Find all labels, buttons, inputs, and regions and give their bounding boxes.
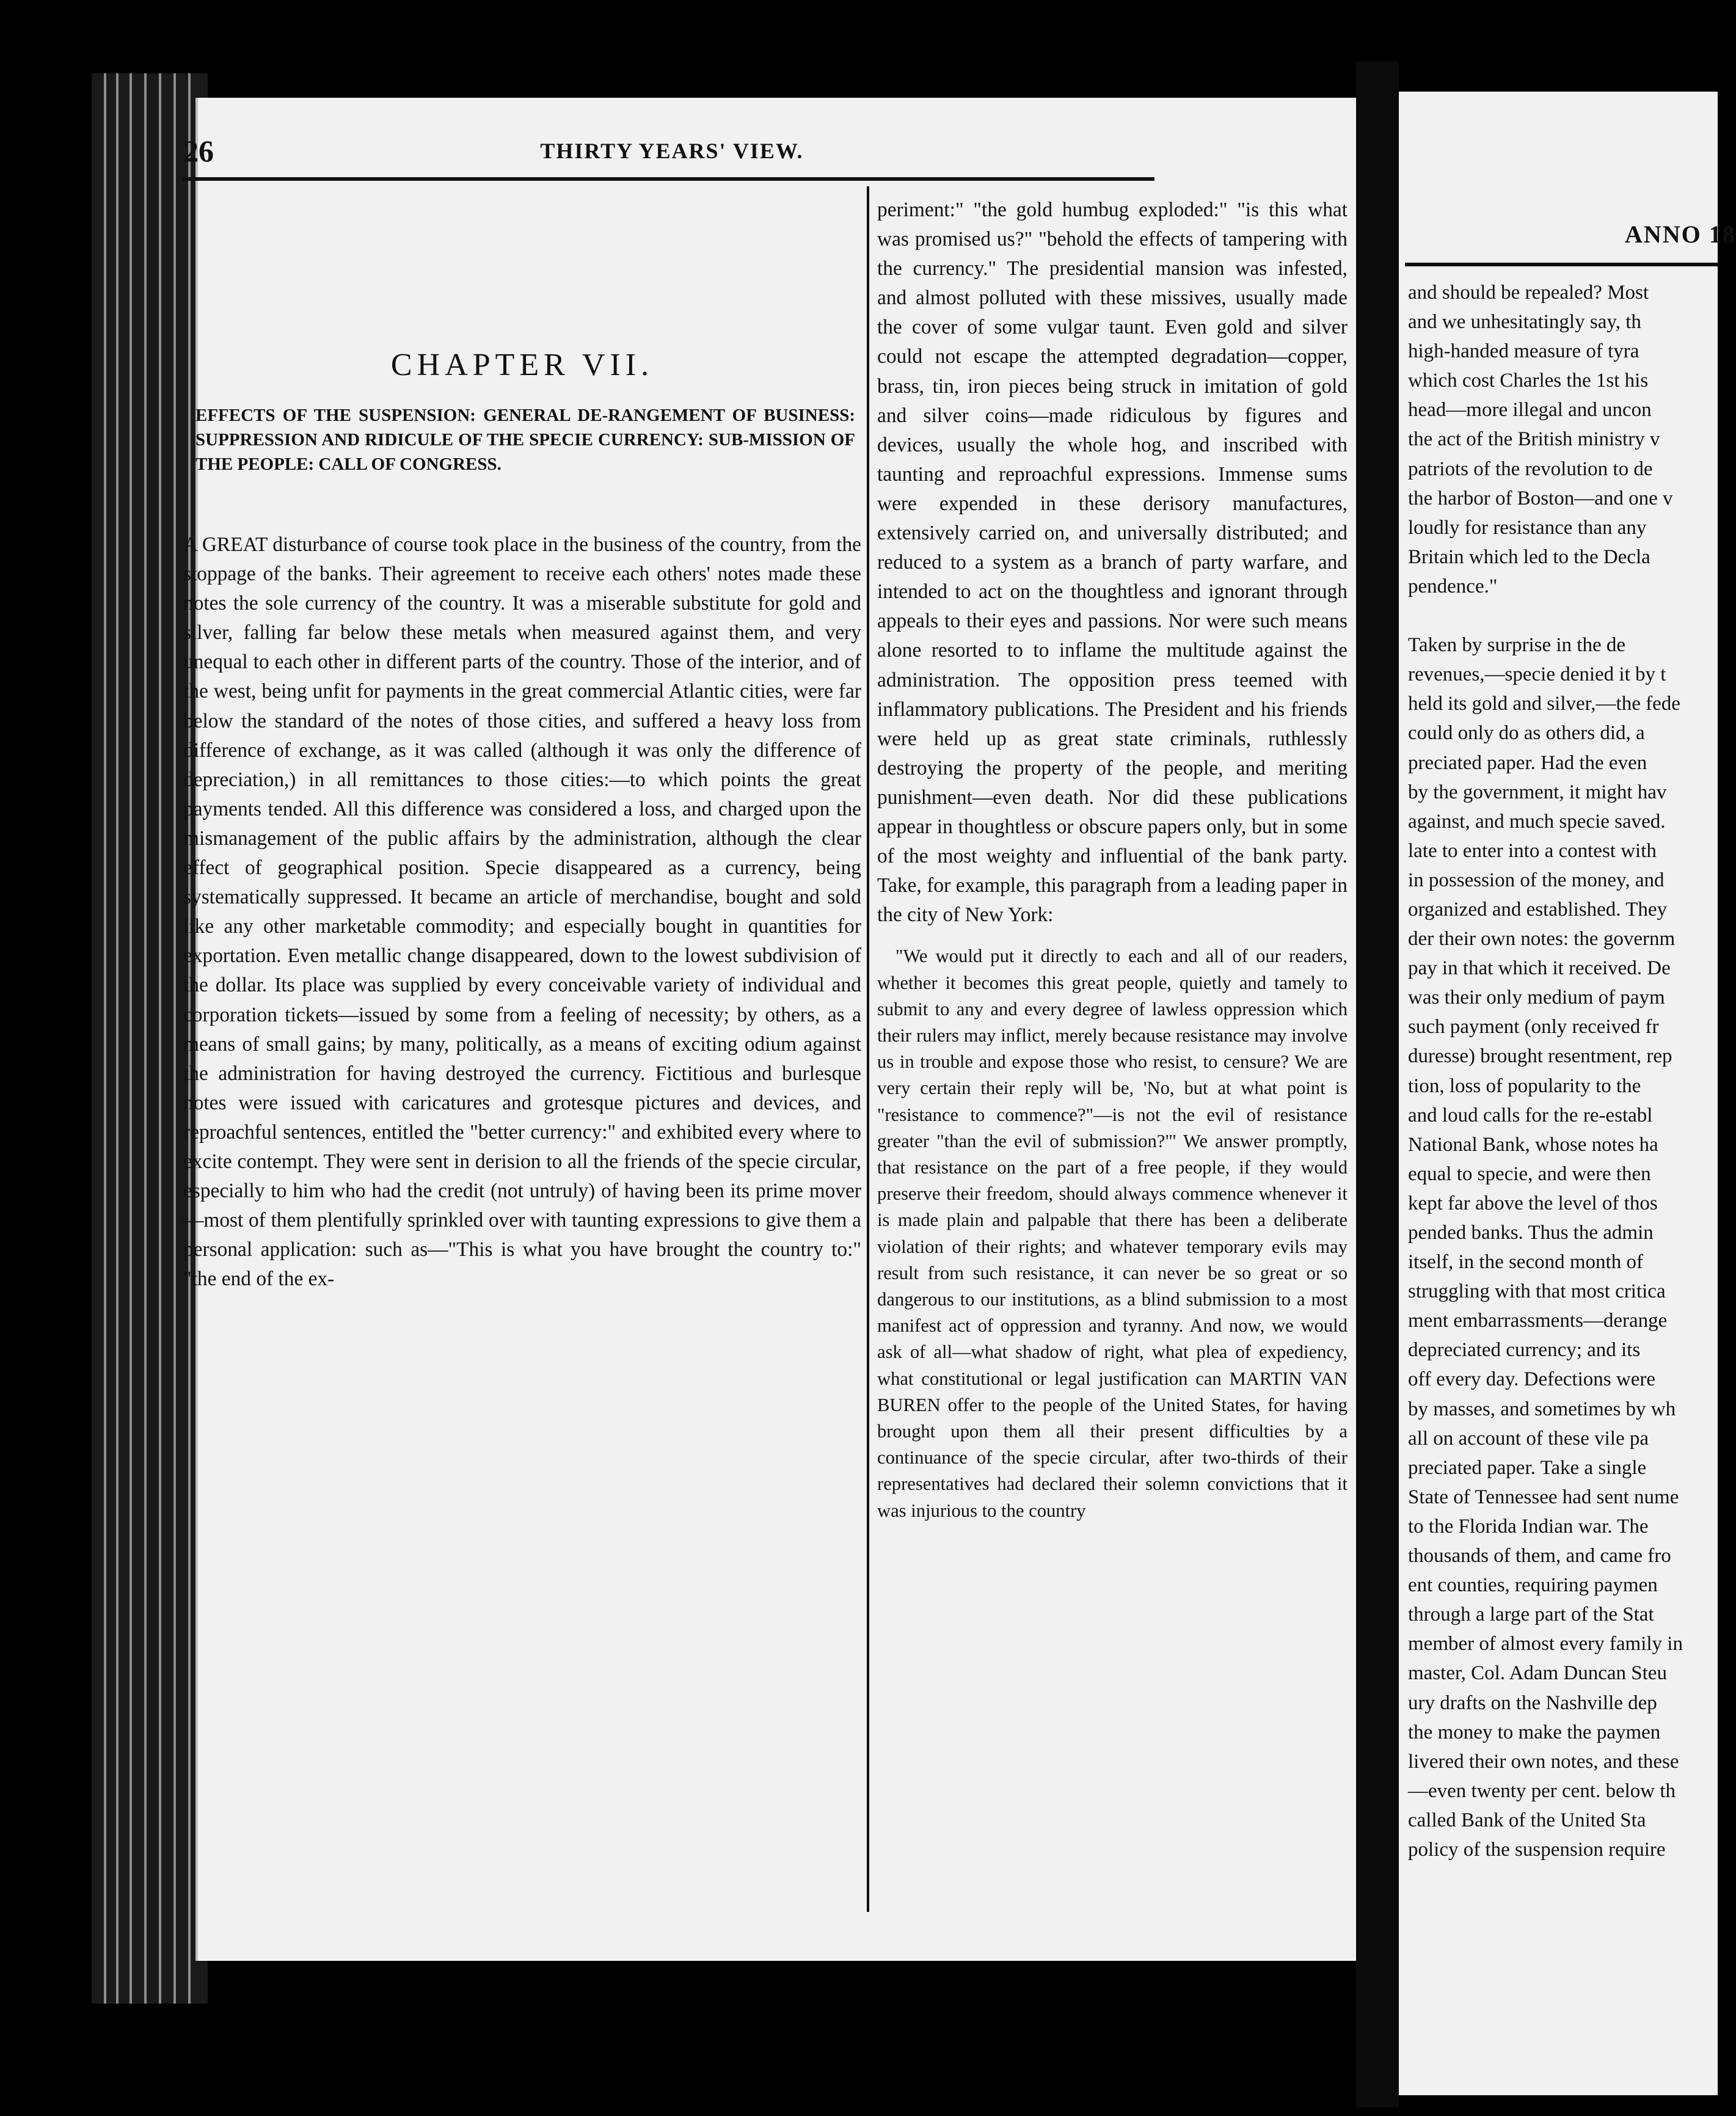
right-page-line: tion, loss of popularity to the xyxy=(1408,1074,1641,1097)
page-edge-line xyxy=(144,73,147,2004)
right-page-line: called Bank of the United Sta xyxy=(1408,1809,1646,1831)
right-page-line: which cost Charles the 1st his xyxy=(1408,370,1649,392)
right-page-line: pended banks. Thus the admin xyxy=(1408,1222,1654,1244)
right-page-line: ent counties, requiring paymen xyxy=(1408,1574,1658,1597)
right-page-line: the act of the British ministry v xyxy=(1408,428,1660,451)
right-page-line: by the government, it might hav xyxy=(1408,781,1667,803)
right-page-line: through a large part of the Stat xyxy=(1408,1603,1654,1626)
right-page-line: high-handed measure of tyra xyxy=(1408,340,1639,363)
chapter-title: CHAPTER VII. xyxy=(390,348,654,382)
right-header-rule xyxy=(1405,263,1718,266)
page-edge-line xyxy=(116,73,119,2004)
right-page-line: and should be repealed? Most xyxy=(1408,282,1649,304)
right-page-line: kept far above the level of thos xyxy=(1408,1192,1658,1214)
right-page-line: depreciated currency; and its xyxy=(1408,1339,1641,1362)
running-head-title: THIRTY YEARS' VIEW. xyxy=(540,139,804,163)
text-column-left xyxy=(183,530,861,1294)
right-page-line: revenues,—specie denied it by t xyxy=(1408,663,1666,686)
right-page-line: against, and much specie saved. xyxy=(1408,810,1666,833)
right-page-line: itself, in the second month of xyxy=(1408,1251,1643,1274)
right-page-line: struggling with that most critica xyxy=(1408,1280,1666,1303)
right-page-line: was their only medium of paym xyxy=(1408,987,1665,1009)
page-number: 26 xyxy=(183,134,214,168)
page-edge-line xyxy=(129,73,132,2004)
right-page-line: member of almost every family in xyxy=(1408,1633,1683,1655)
right-page-line: der their own notes: the governm xyxy=(1408,928,1676,950)
body-paragraph: periment:" "the gold humbug exploded:" "is this what was promised us?" "behold the effects of tampering with the currency." The presidential mansion was infested, and almost polluted with these missives, usually made the cover of some vulgar taunt. Even gold and silver could not escape the attempted degradation—copper, brass, tin, iron pieces being struck in imitation of gold and silver coins—made ridiculous by figures and devices, usually the whole hog, and inscribed with taunting and reproachful expressions. Immense sums were expended in these derisory manufactures, extensively carried on, and universally distributed; and reduced to a system as a branch of party warfare, and intended to act on the thoughtless and ignorant through appeals to their eyes and passions. Nor were such means alone resorted to to inflame the multitude against the administration. The opposition press teemed with inflammatory publications. The President and his friends were held up as great state criminals, ruthlessly destroying the property of the people, and meriting punishment—even death. Nor did these publications appear in thoughtless or obscure papers only, but in some of the most weighty and influential of the bank party. Take, for example, this paragraph from a leading paper in the city of New York: xyxy=(877,199,1348,927)
body-paragraph: A GREAT disturbance of course took place in the business of the country, from the stoppage of the banks. Their agreement to receive each others' notes made these notes the sole currency of the country. It was a miserable substitute for gold and silver, falling far below these metals when measured against them, and very unequal to each other in different parts of the country. Those of the interior, and of the west, being unfit for payments in the great commercial Atlantic cities, were far below the standard of the notes of those cities, and suffered a heavy loss from difference of exchange, as it was called (although it was only the difference of depreciation,) in all remittances to those cities:—to which points the great payments tended. All this difference was considered a loss, and charged upon the mismanagement of the public affairs by the administration, although the clear effect of geographical position. Specie disappeared as a currency, being systematically suppressed. It became an article of merchandise, bought and sold like any other marketable commodity; and especially bought in quantities for exportation. Even metallic change disappeared, down to the lowest subdivision of the dollar. Its place was supplied by every conceivable variety of individual and corporation tickets—issued by some from a feeling of necessity; by others, as a means of small gains; by many, politically, as a means of exciting odium against the administration for having destroyed the currency. Fictitious and burlesque notes were issued with caricatures and grotesque pictures and devices, and reproachful sentences, entitled the "better currency:" and exhibited every where to excite contempt. They were sent in derision to all the friends of the specie circular, especially to him who had the credit (not untruly) of having been its prime mover—most of them plentifully sprinkled over with taunting expressions to give them a personal application: such as—"This is what you have brought the country to:" "the end of the ex- xyxy=(183,533,861,1291)
right-page-line: master, Col. Adam Duncan Steu xyxy=(1408,1662,1667,1685)
right-page-line: Britain which led to the Decla xyxy=(1408,545,1650,568)
right-page-line: the harbor of Boston—and one v xyxy=(1408,487,1673,509)
running-head xyxy=(183,133,1161,176)
right-page-line: ment embarrassments—derange xyxy=(1408,1310,1668,1332)
right-page-line: patriots of the revolution to de xyxy=(1408,458,1653,480)
right-page-line: head—more illegal and uncon xyxy=(1408,399,1652,421)
right-page-line: loudly for resistance than any xyxy=(1408,516,1647,539)
right-page-line: in possession of the money, and xyxy=(1408,869,1665,891)
right-page-line: thousands of them, and came fro xyxy=(1408,1545,1671,1567)
column-rule xyxy=(867,186,869,1912)
right-page-line: off every day. Defections were xyxy=(1408,1368,1655,1391)
right-page-line: equal to specie, and were then xyxy=(1408,1162,1651,1185)
right-page-line: organized and established. They xyxy=(1408,898,1667,921)
page-edge-line xyxy=(173,73,176,2004)
right-page-line: the money to make the paymen xyxy=(1408,1721,1661,1743)
right-page-line xyxy=(1408,601,1726,630)
right-page-line: National Bank, whose notes ha xyxy=(1408,1133,1658,1156)
block-quote: "We would put it directly to each and all of our readers, whether it becomes this great people, quietly and tamely to submit to any and every degree of lawless oppression which their rulers may inflict, merely because resistance may involve us in trouble and expose those who resist, to censure? We are very certain their reply will be, 'No, but at what point is "resistance to commence?"—is not the evil of resistance greater "than the evil of submission?"' We answer promptly, that resistance on the part of a free people, if they would preserve their freedom, should always commence whenever it is made plain and palpable that there has been a deliberate violation of their rights; and whatever temporary evils may result from such resistance, it can never be so great or so dangerous to our institutions, as a blind submission to a most manifest act of oppression and tyranny. And now, we would ask of all—what shadow of right, what plea of expediency, what constitutional or legal justification can MARTIN VAN BUREN offer to the people of the United States, for having brought upon them all their present difficulties by a continuance of the specie circular, after two-thirds of their representatives had declared their solemn convictions that it was injurious to the country xyxy=(877,946,1348,1521)
right-running-head: ANNO 18 xyxy=(1625,221,1736,248)
page-edge-line xyxy=(104,73,106,2004)
right-page-line: preciated paper. Take a single xyxy=(1408,1456,1647,1479)
chapter-summary: EFFECTS OF THE SUSPENSION: GENERAL DE-RANGEMENT OF BUSINESS: SUPPRESSION AND RIDICULE OF THE SPECIE CURRENCY: SUB-MISSION OF THE PEOPLE: CALL OF CONGRESS. xyxy=(195,406,855,474)
header-rule xyxy=(182,177,1154,181)
right-page-line: duresse) brought resentment, rep xyxy=(1408,1045,1672,1068)
right-page-line: held its gold and silver,—the fede xyxy=(1408,693,1680,715)
right-page-line: late to enter into a contest with xyxy=(1408,839,1657,862)
book-gutter xyxy=(1356,61,1399,2107)
text-column-right xyxy=(877,195,1348,1524)
right-page-line: and loud calls for the re-establ xyxy=(1408,1104,1653,1126)
right-page-line: preciated paper. Had the even xyxy=(1408,751,1647,774)
right-page-line: by masses, and sometimes by wh xyxy=(1408,1398,1676,1420)
right-page-line: to the Florida Indian war. The xyxy=(1408,1515,1649,1538)
right-page-column xyxy=(1408,278,1726,1864)
right-page-line: such payment (only received fr xyxy=(1408,1016,1659,1038)
right-page-line: ury drafts on the Nashville dep xyxy=(1408,1691,1657,1714)
page-edge-line xyxy=(159,73,161,2004)
right-page-line: could only do as others did, a xyxy=(1408,722,1645,745)
right-page-line: pay in that which it received. De xyxy=(1408,957,1671,980)
right-page-line: Taken by surprise in the de xyxy=(1408,634,1626,657)
right-page-line: —even twenty per cent. below th xyxy=(1408,1779,1676,1802)
right-page-line: pendence." xyxy=(1408,575,1498,597)
right-page-line: livered their own notes, and these xyxy=(1408,1750,1679,1773)
right-page-line: and we unhesitatingly say, th xyxy=(1408,311,1641,334)
right-page-line: all on account of these vile pa xyxy=(1408,1427,1649,1450)
right-page-line: policy of the suspension require xyxy=(1408,1838,1666,1861)
right-page-line: State of Tennessee had sent nume xyxy=(1408,1486,1679,1508)
